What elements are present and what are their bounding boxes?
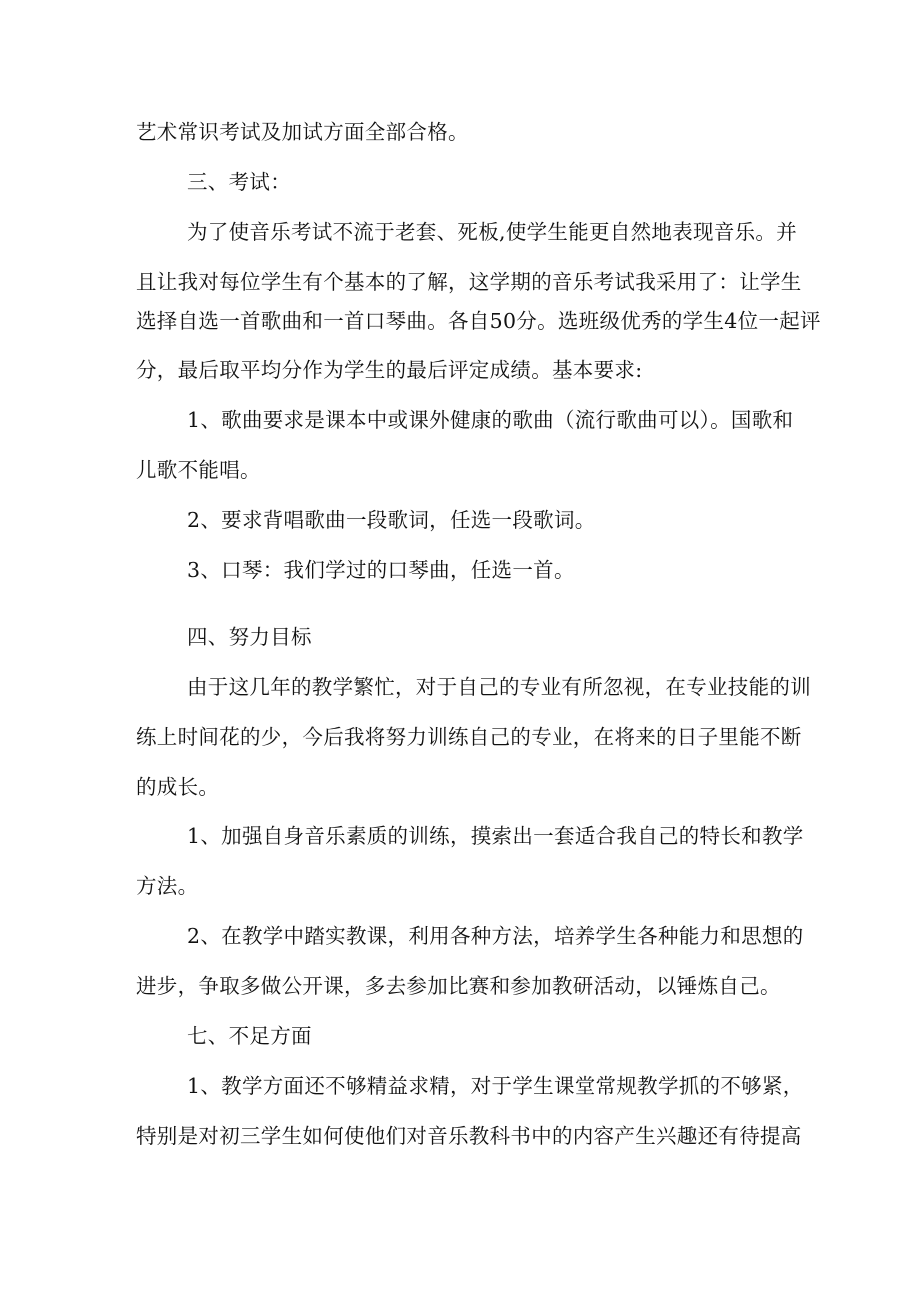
text-line: 进步，争取多做公开课，多去参加比赛和参加教研活动，以锤炼自己。 [136, 974, 781, 998]
section-heading-shortcomings: 七、不足方面 [187, 1024, 312, 1048]
list-item-line: 3、口琴：我们学过的口琴曲，任选一首。 [187, 558, 575, 582]
text-line: 儿歌不能唱。 [136, 458, 261, 482]
text-line: 特别是对初三学生如何使他们对音乐教科书中的内容产生兴趣还有待提高 [136, 1124, 802, 1148]
list-item-line: 2、要求背唱歌曲一段歌词，任选一段歌词。 [187, 508, 596, 532]
text-line: 为了使音乐考试不流于老套、死板,使学生能更自然地表现音乐。并 [187, 220, 798, 244]
text-line: 练上时间花的少，今后我将努力训练自己的专业，在将来的日子里能不断 [136, 725, 802, 749]
list-item-line: 1、歌曲要求是课本中或课外健康的歌曲（流行歌曲可以）。国歌和 [187, 408, 794, 432]
text-line: 方法。 [136, 874, 199, 898]
list-item-line: 1、加强自身音乐素质的训练，摸索出一套适合我自己的特长和教学 [187, 824, 804, 848]
text-line: 选择自选一首歌曲和一首口琴曲。各自50分。选班级优秀的学生4位一起评 [136, 309, 821, 333]
text-line: 分，最后取平均分作为学生的最后评定成绩。基本要求: [136, 358, 643, 382]
section-heading-exam: 三、考试： [187, 170, 291, 194]
text-line: 由于这几年的教学繁忙，对于自己的专业有所忽视，在专业技能的训 [187, 675, 811, 699]
list-item-line: 2、在教学中踏实教课，利用各种方法，培养学生各种能力和思想的 [187, 924, 804, 948]
text-line: 艺术常识考试及加试方面全部合格。 [136, 120, 469, 144]
text-line: 且让我对每位学生有个基本的了解，这学期的音乐考试我采用了：让学生 [136, 270, 802, 294]
text-line: 的成长。 [136, 775, 220, 799]
section-heading-goals: 四、努力目标 [187, 625, 312, 649]
list-item-line: 1、教学方面还不够精益求精，对于学生课堂常规教学抓的不够紧， [187, 1074, 804, 1098]
